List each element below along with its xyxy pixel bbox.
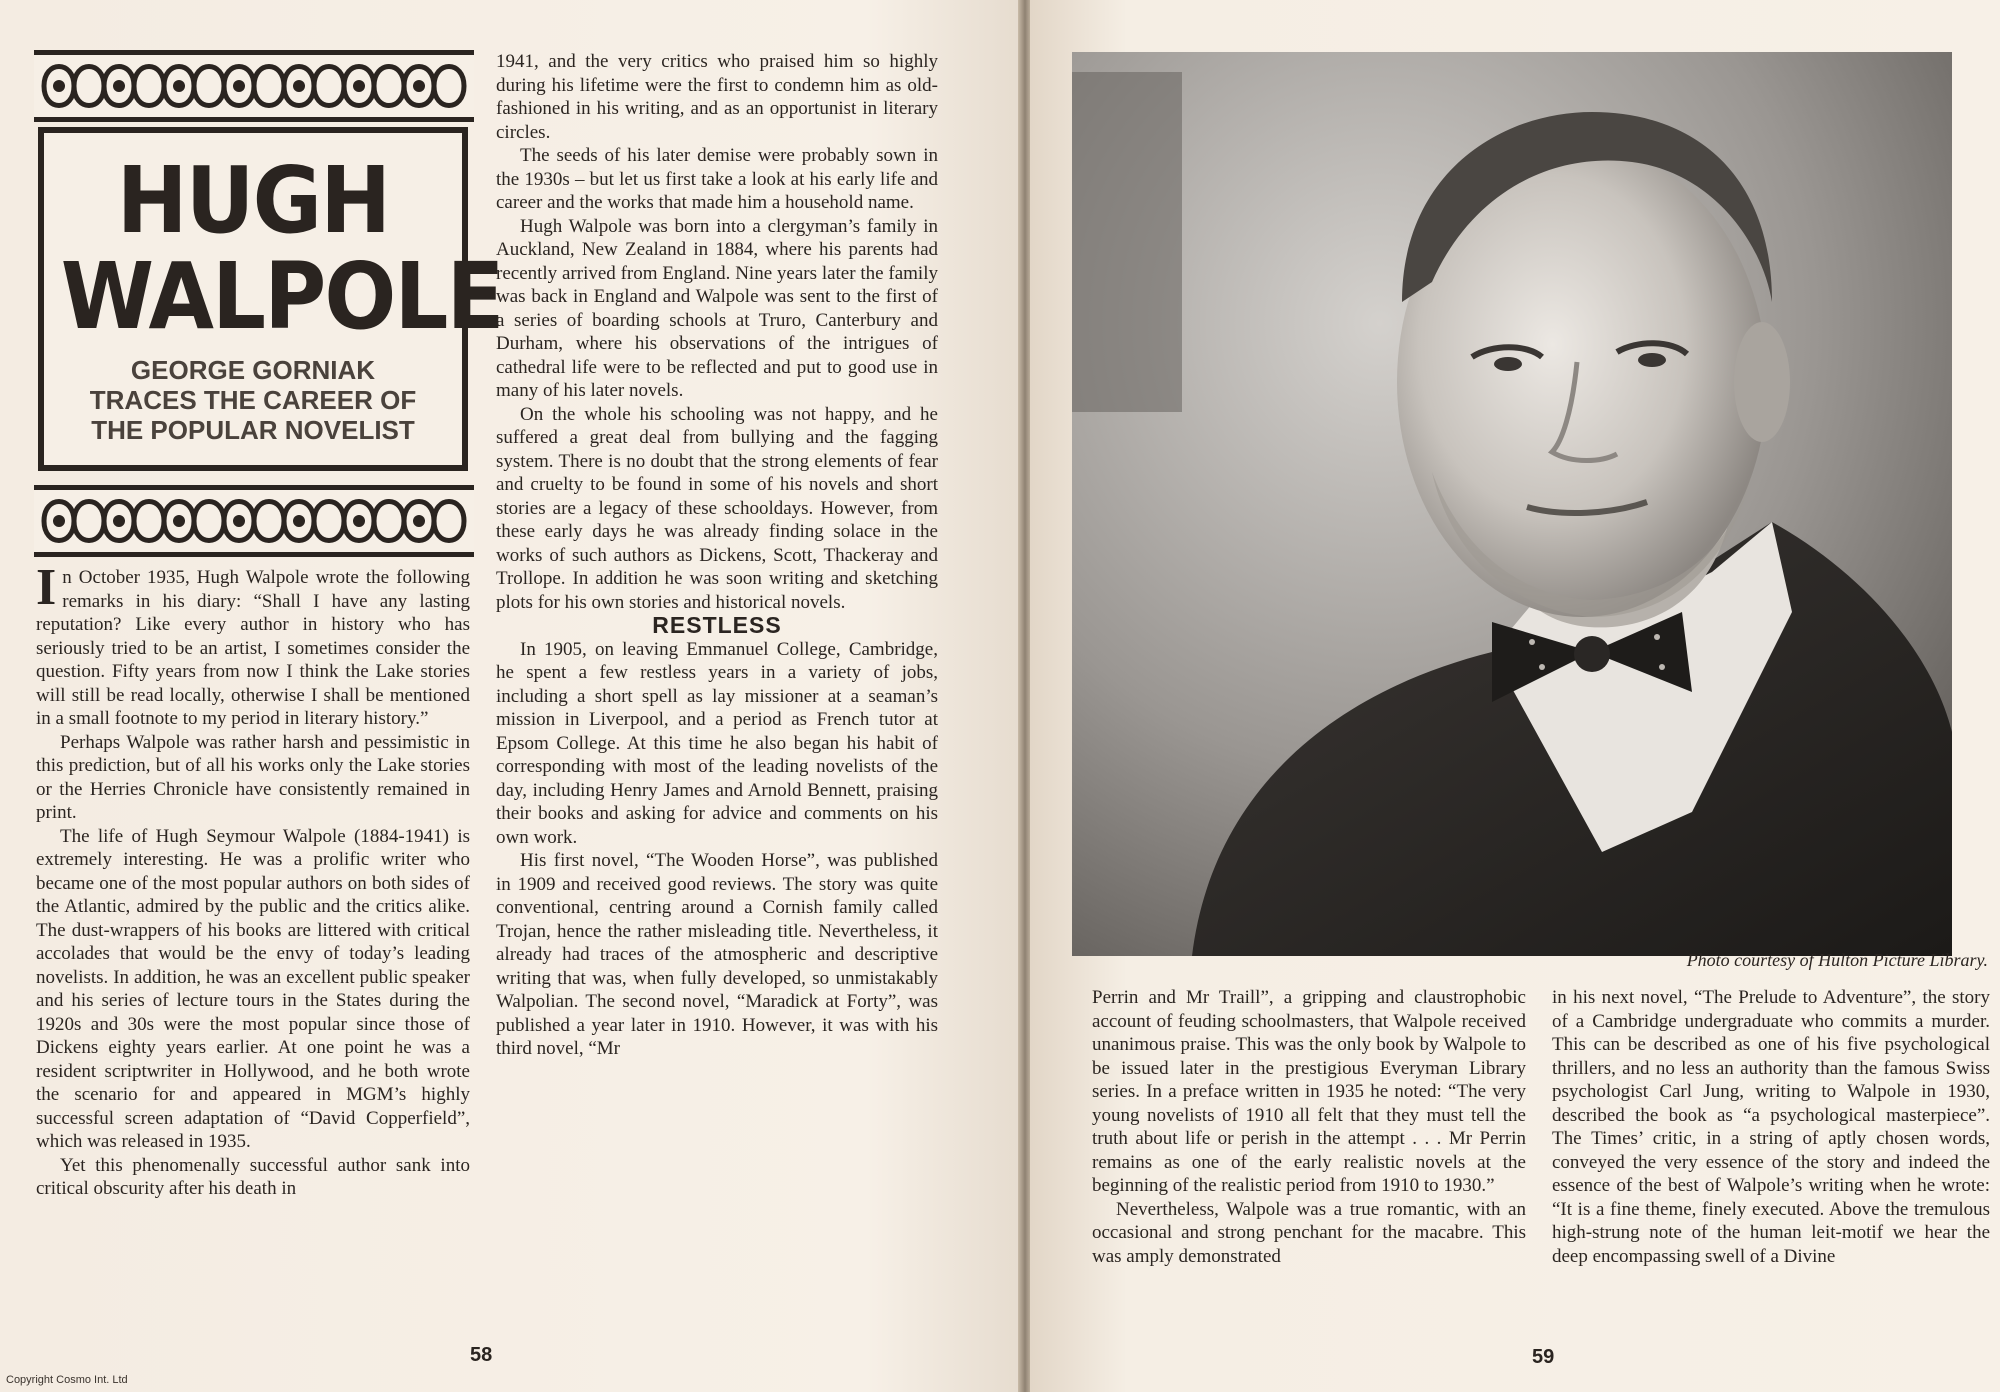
article-title-line2: WALPOLE [60,243,503,350]
col2-paragraph-1: 1941, and the very critics who praised him so highly during his lifetime were the first to condemn him as old-fashioned in his writing, and as an opportunist in literary circles. [496,51,938,143]
col1-paragraph-3: The life of Hugh Seymour Walpole (1884-1941) is extremely interesting. He was a prolific writer who became one of the most popular authors on both sides of the Atlantic, admired by the public and the critics alike. The dust-wrappers of his books are littered with critical accolades that would be the envy of today’s leading novelists. In addition, he was an excellent public speaker and his series of lecture tours in the States during the 1920s and 30s were the most popular since those of Dickens eighty years earlier. At one point he was a resident scriptwriter in Hollywood, and he both wrote the scenario for and appeared in MGM’s highly successful screen adaptation of “David Copperfield”, which was released in 1935. [36,825,470,1152]
column-2 [496,50,938,1061]
portrait-photo [1072,52,1952,956]
subtitle-line1: GEORGE GORNIAK [130,355,376,385]
col3-paragraph-1: Perrin and Mr Traill”, a gripping and claustrophobic account of feuding schoolmasters, that Walpole received unanimous praise. This was the only book by Walpole to be issued later in the prestigious Everyman Library series. In a preface written in 1935 he noted: “The very young novelists of 1910 all felt that they must tell the truth about life or perish in the attempt . . . Mr Perrin remains as one of the early realistic novels at the beginning of the realistic period from 1910 to 1930.” [1092,987,1526,1196]
col3-paragraph-2: Nevertheless, Walpole was a true romantic, with an occasional and strong penchant for the macabre. This was amply demonstrated [1092,1198,1526,1267]
column-1 [36,559,470,1201]
column-3 [1092,986,1526,1268]
copyright-notice: Copyright Cosmo Int. Ltd [6,1374,128,1386]
title-box [38,127,503,471]
col2-paragraph-5: In 1905, on leaving Emmanuel College, Cambridge, he spent a few restless years in a variety of jobs, including a short spell as lay missioner at a seaman’s mission in Liverpool, and a period as French tutor at Epsom College. At this time he also began his habit of corresponding with most of the leading novelists of the day, including Henry James and Arnold Bennett, praising their books and asking for advice and comments on his own work. [496,638,938,848]
section-heading-restless: RESTLESS [652,612,782,638]
col2-paragraph-3: Hugh Walpole was born into a clergyman’s family in Auckland, New Zealand in 1884, where his parents had recently arrived from England. Nine years later the family was back in England and Walpole was sent to the first of a series of boarding schools at Truro, Canterbury and Durham, where his observations of the intrigues of cathedral life were to be reflected and put to good use in many of his later novels. [496,215,938,401]
col1-paragraph-1 [36,559,470,731]
col1-paragraph-2: Perhaps Walpole was rather harsh and pessimistic in this prediction, but of all his works only the Lake stories or the Herries Chronicle have consistently remained in print. [36,731,470,823]
col2-paragraph-2: The seeds of his later demise were probably sown in the 1930s – but let us first take a look at his early life and career and the works that made him a household name. [496,145,938,213]
page-number-left: 58 [470,1344,493,1366]
subtitle-line2: TRACES THE CAREER OF [89,385,417,415]
bottom-ornament-border [34,485,474,557]
article-subtitle [44,355,462,445]
col2-paragraph-4: On the whole his schooling was not happy, and he suffered a great deal from bullying and the fagging system. There is no doubt that the strong elements of fear and cruelty to be found in some of his novels and short stories are a legacy of these schooldays. However, from these early days he was already finding solace in the works of such authors as Dickens, Scott, Thackeray and Trollope. In addition he was soon writing and sketching plots for his own stories and historical novels. [496,403,938,613]
col1-paragraph-4: Yet this phenomenally successful author sank into critical obscurity after his death in [36,1154,470,1199]
column-4 [1552,986,1990,1268]
top-ornament-border [34,50,474,122]
col1-paragraph-1-text: n October 1935, Hugh Walpole wrote the following remarks in his diary: “Shall I have any lasting reputation? Like every author in history who has seriously tried to be an artist, I sometimes consider the question. Fifty years from now I think the Lake stories will still be read locally, otherwise I shall be mentioned in a small footnote to my period in literary history.” [36,567,470,729]
subtitle-line3: THE POPULAR NOVELIST [91,415,415,445]
photo-caption: Photo courtesy of Hulton Picture Library. [1686,950,1988,970]
drop-cap: I [36,559,57,616]
col2-paragraph-6: His first novel, “The Wooden Horse”, was published in 1909 and received good reviews. The story was quite conventional, centring around a Cornish family called Trojan, hence the rather misleading title. Nevertheless, it already had traces of the atmospheric and descriptive writing that was, when fully developed, so unmistakably Walpolian. The second novel, “Maradick at Forty”, was published a year later in 1910. However, it was with his third novel, “Mr [496,850,938,1059]
col4-paragraph-1: in his next novel, “The Prelude to Adventure”, the story of a Cambridge undergraduate who commits a murder. This can be described as one of his five psychological thrillers, and no less an authority than the famous Swiss psychologist Carl Jung, writing to Walpole in 1930, described the book as “a psychological masterpiece”. The Times’ critic, in a string of aptly chosen words, conveyed the very essence of the story and indeed the essence of the best of Walpole’s writing when he wrote: “It is a fine theme, finely executed. Above the tremulous high-strung note of the human leit-motif we hear the deep encompassing swell of a Divine [1552,987,1990,1267]
page-number-right: 59 [1532,1346,1555,1368]
portrait-illustration [1072,52,1952,956]
article-title-line1: HUGH [116,147,390,254]
